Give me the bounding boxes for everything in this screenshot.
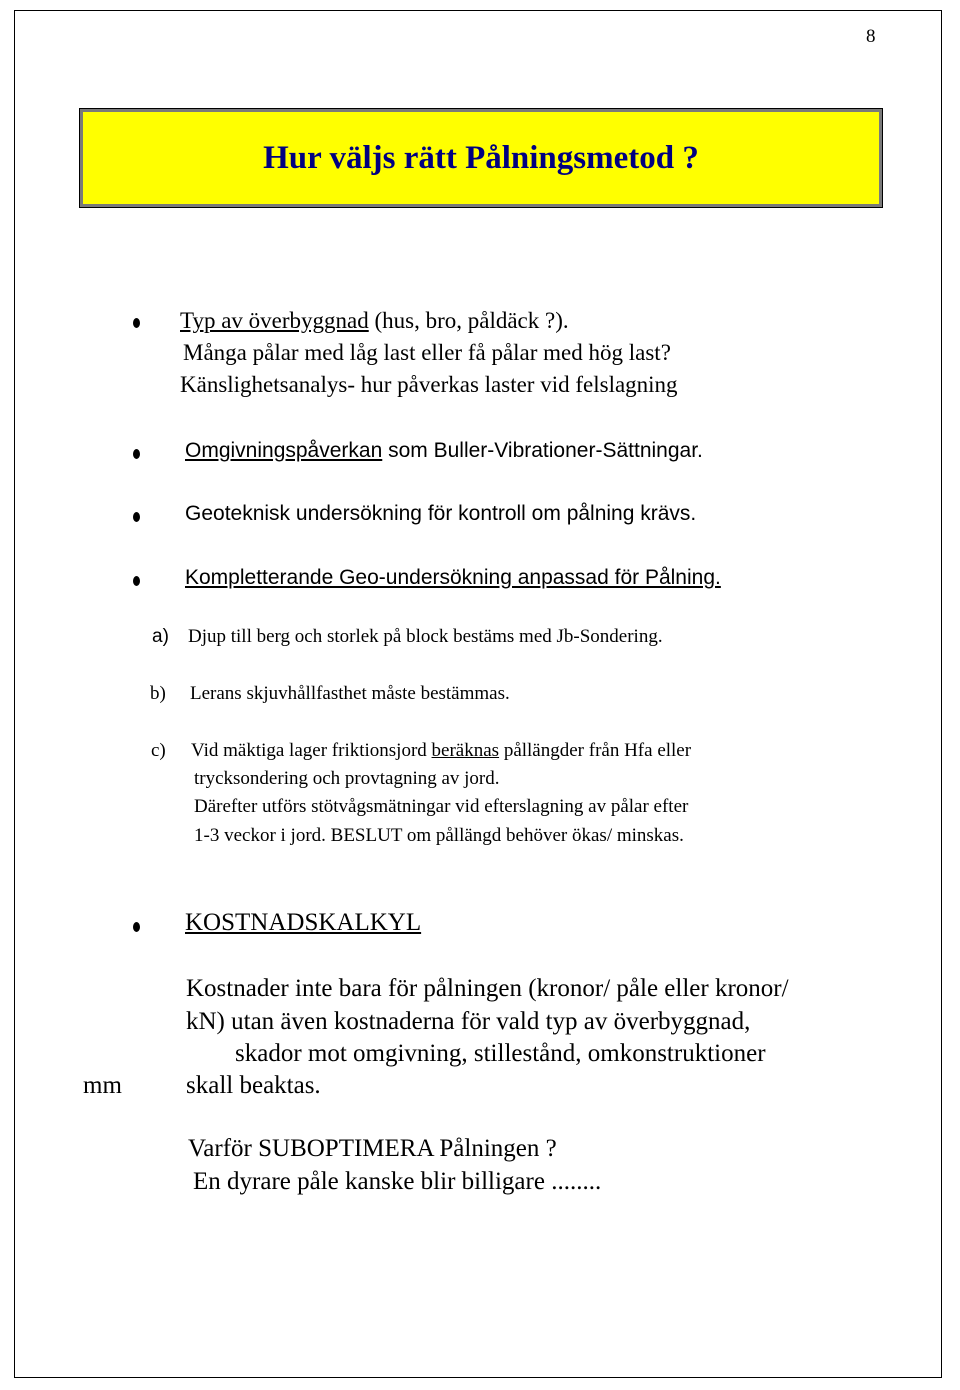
omgivning-rest: som Buller-Vibrationer-Sättningar.	[382, 439, 703, 462]
overbyggnad-rest: (hus, bro, påldäck ?).	[368, 308, 569, 333]
list-item-geoteknisk: Geoteknisk undersökning för kontroll om pålning krävs.	[185, 502, 697, 525]
list-item-overbyggnad	[180, 307, 569, 335]
title-box	[80, 109, 882, 207]
bullet-icon	[133, 922, 140, 932]
omgivning-underlined: Omgivningspåverkan	[185, 439, 383, 462]
subitem-c-text-after: pållängder från Hfa eller	[499, 740, 692, 761]
subitem-b-text: Lerans skjuvhållfasthet måste bestämmas.	[190, 683, 510, 704]
subitem-c-line: Därefter utförs stötvågsmätningar vid efterslagning av pålar efter	[194, 796, 689, 817]
bullet-icon	[133, 576, 140, 586]
overbyggnad-underlined: Typ av överbyggnad	[180, 308, 369, 333]
list-item-line: Känslighetsanalys- hur påverkas laster vid felslagning	[180, 372, 678, 397]
kostnad-paragraph-line: kN) utan även kostnaderna för vald typ av överbyggnad,	[186, 1008, 751, 1035]
bullet-icon	[133, 318, 140, 328]
subitem-c-marker: c)	[151, 740, 166, 761]
margin-label: mm	[83, 1072, 122, 1099]
subitem-b-marker: b)	[150, 683, 166, 704]
bullet-icon	[133, 449, 140, 459]
subitem-c-text	[191, 737, 691, 765]
kostnad-paragraph-line: Kostnader inte bara för pålningen (kronor/ påle eller kronor/	[186, 975, 789, 1002]
subitem-c-text-before: Vid mäktiga lager friktionsjord	[191, 740, 432, 761]
page-number: 8	[866, 26, 876, 47]
list-item-omgivning	[185, 437, 703, 465]
bullet-icon	[133, 512, 140, 522]
list-item-line: Många pålar med låg last eller få pålar med hög last?	[183, 340, 671, 365]
subitem-a-marker: a)	[152, 626, 169, 647]
kostnad-heading: KOSTNADSKALKYL	[185, 909, 422, 936]
list-item-kompletterande: Kompletterande Geo-undersökning anpassad för Pålning.	[185, 566, 721, 589]
subitem-c-line: 1-3 veckor i jord. BESLUT om pållängd behöver ökas/ minskas.	[194, 825, 684, 846]
subitem-a-text: Djup till berg och storlek på block bestäms med Jb-Sondering.	[188, 626, 663, 647]
kostnad-paragraph-line: skall beaktas.	[186, 1072, 321, 1099]
subitem-c-text-underlined: beräknas	[431, 740, 500, 761]
kostnad-paragraph-line: skador mot omgivning, stillestånd, omkonstruktioner	[235, 1040, 766, 1067]
subitem-c-line: trycksondering och provtagning av jord.	[194, 768, 500, 789]
page-title: Hur väljs rätt Pålningsmetod ?	[263, 139, 699, 176]
kostnad-answer: En dyrare påle kanske blir billigare ........	[193, 1168, 602, 1195]
kostnad-question: Varför SUBOPTIMERA Pålningen ?	[188, 1135, 557, 1162]
